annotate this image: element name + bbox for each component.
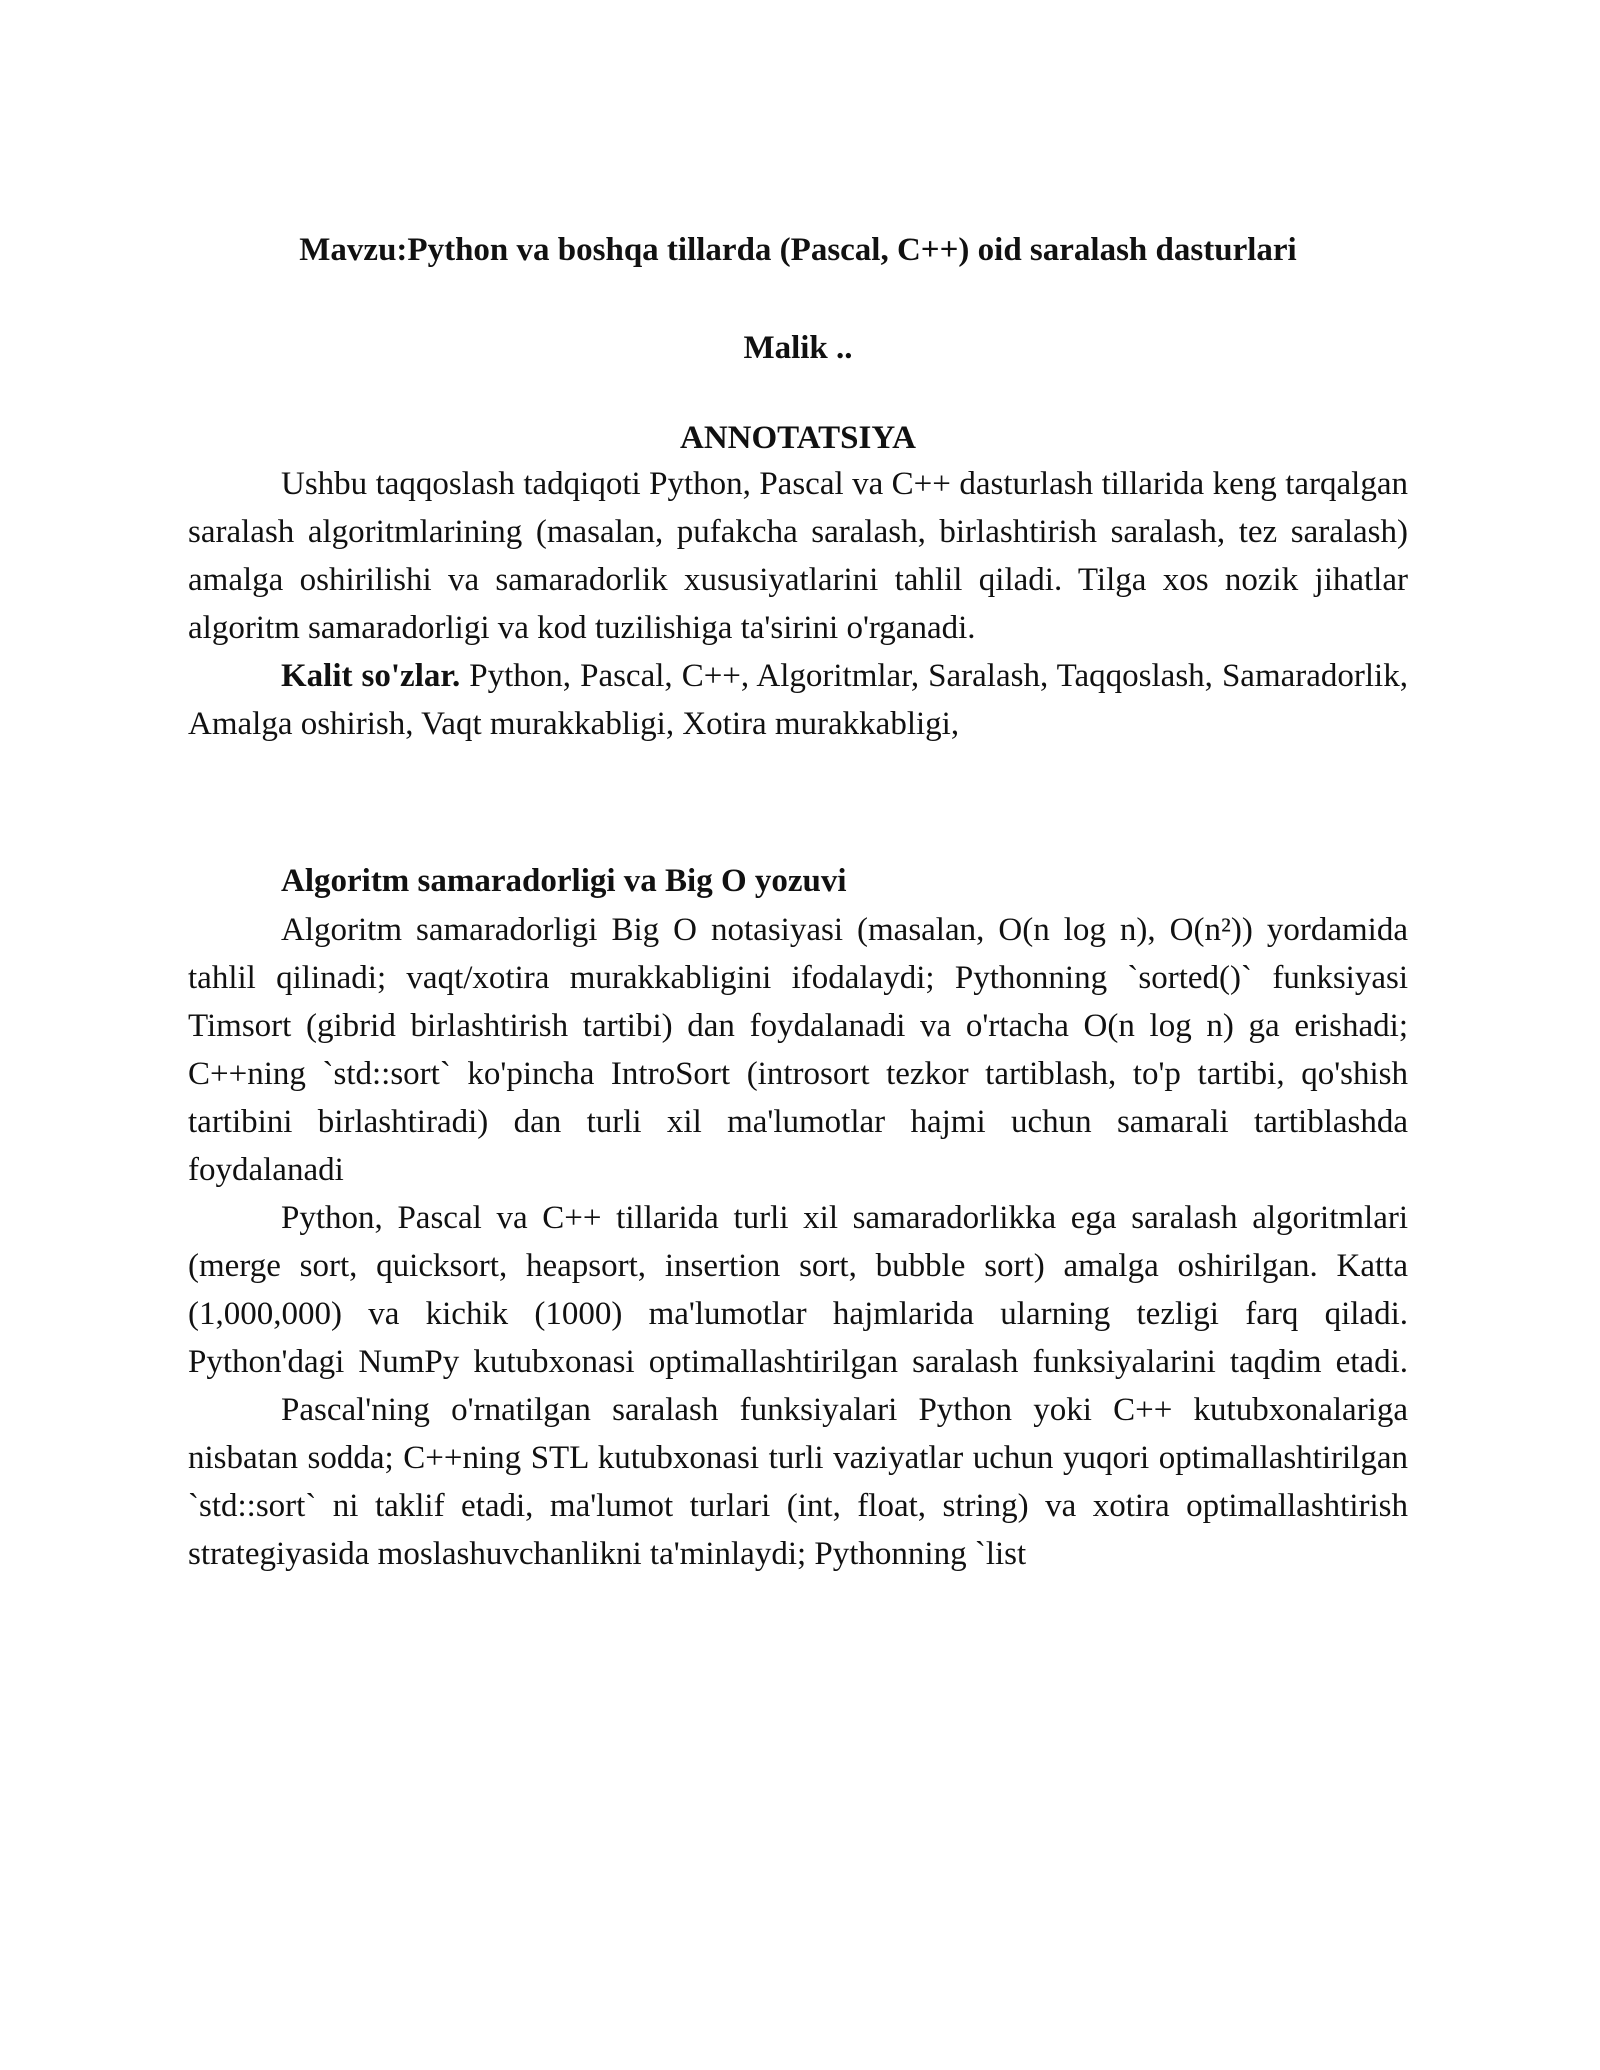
keywords-list: Python, Pascal, C++, Algoritmlar, Saralash, Taqqoslash, Samaradorlik, Amalga oshirish, Vaqt murakkabligi, Xotira murakkabligi,: [188, 658, 1408, 742]
document-page: [188, 220, 1408, 1578]
author-name: Malik ..: [743, 330, 853, 366]
annotation-heading: ANNOTATSIYA: [680, 420, 916, 456]
annotation-paragraph: Ushbu taqqoslash tadqiqoti Python, Pascal va C++ dasturlash tillarida keng tarqalgan saralash algoritmlarining (masalan, pufakcha saralash, birlashtirish saralash, tez saralash) amalga oshirilishi va samaradorlik xususiyatlarini tahlil qiladi. Tilga xos nozik jihatlar algoritm samaradorligi va kod tuzilishiga ta'sirini o'rganadi.: [188, 466, 1408, 646]
body-paragraph-3: Pascal'ning o'rnatilgan saralash funksiyalari Python yoki C++ kutubxonalariga nisbatan sodda; C++ning STL kutubxonasi turli vaziyatlar uchun yuqori optimallashtirilgan `std::sort` ni taklif etadi, ma'lumot turlari (int, float, string) va xotira optimallashtirish strategiyasida moslashuvchanlikni ta'minlaydi; Pythonning `list: [188, 1392, 1408, 1572]
body-paragraph-2: Python, Pascal va C++ tillarida turli xil samaradorlikka ega saralash algoritmlari (merge sort, quicksort, heapsort, insertion sort, bubble sort) amalga oshirilgan. Katta (1,000,000) va kichik (1000) ma'lumotlar hajmlarida ularning tezligi farq qiladi. Python'dagi NumPy kutubxonasi optimallashtirilgan saralash funksiyalarini taqdim etadi.: [188, 1200, 1408, 1380]
keywords-label: Kalit so'zlar.: [281, 658, 461, 694]
section-heading: Algoritm samaradorligi va Big O yozuvi: [281, 863, 847, 899]
document-title: Mavzu:Python va boshqa tillarda (Pascal, C++) oid saralash dasturlari: [299, 232, 1297, 268]
keywords-paragraph: [188, 652, 1408, 748]
body-paragraph-1: Algoritm samaradorligi Big O notasiyasi (masalan, O(n log n), O(n²)) yordamida tahlil qilinadi; vaqt/xotira murakkabligini ifodalaydi; Pythonning `sorted()` funksiyasi Timsort (gibrid birlashtirish tartibi) dan foydalanadi va o'rtacha O(n log n) ga erishadi; C++ning `std::sort` ko'pincha IntroSort (introsort tezkor tartiblash, to'p tartibi, qo'shish tartibini birlashtiradi) dan turli xil ma'lumotlar hajmi uchun samarali tartiblashda foydalanadi: [188, 912, 1408, 1188]
